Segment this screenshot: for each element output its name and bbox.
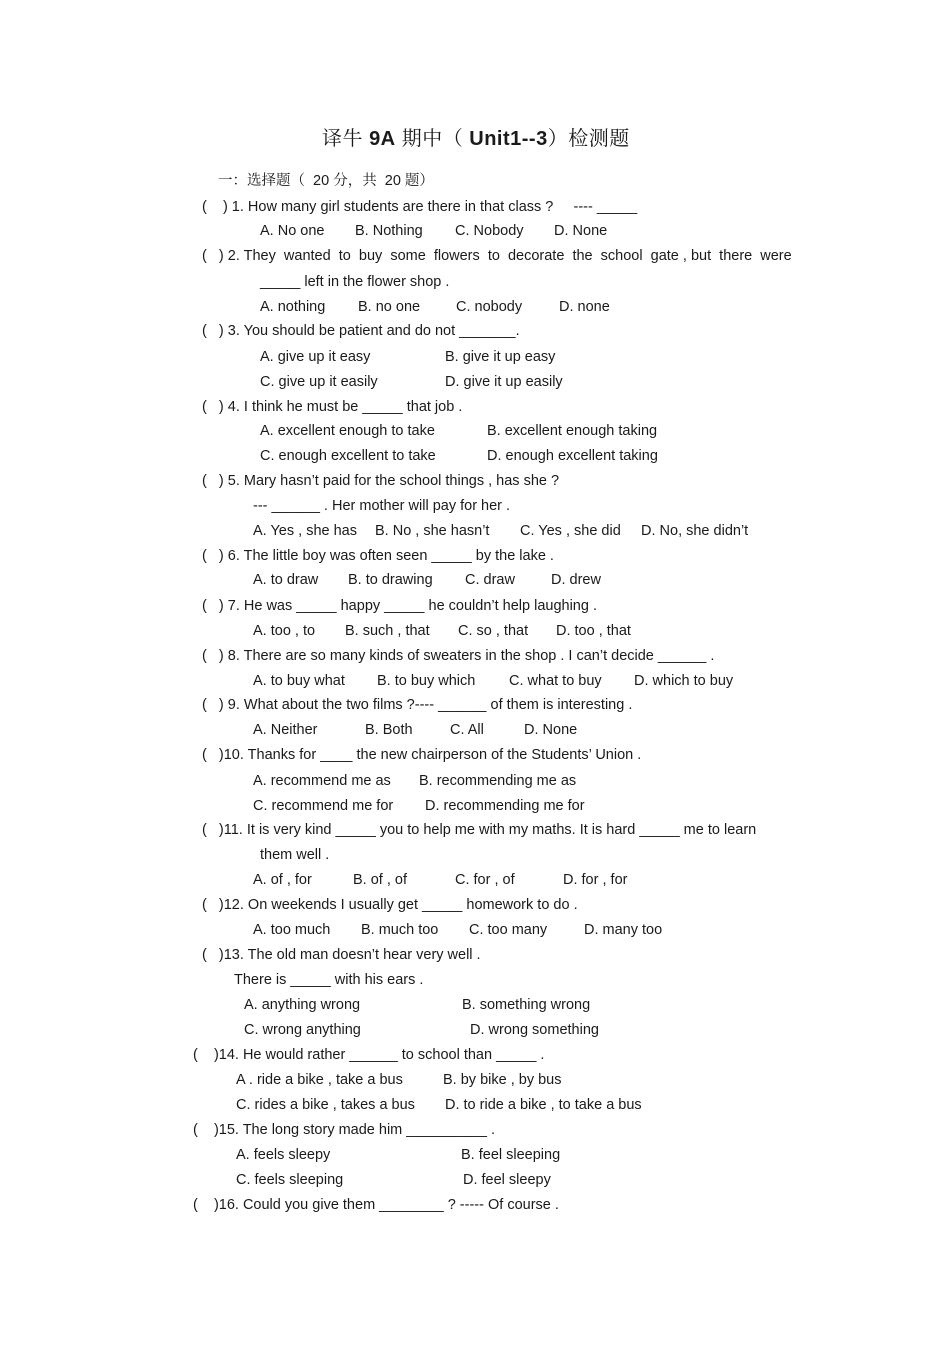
question-stem: ( ) 7. He was _____ happy _____ he couldn’t help laughing .	[202, 598, 597, 614]
question-stem: ( ) 5. Mary hasn’t paid for the school things , has she ?	[202, 473, 560, 489]
question-stem-continued: _____ left in the flower shop .	[260, 274, 450, 290]
answer-option: A. Yes , she has	[253, 523, 357, 539]
answer-option: A. No one	[260, 223, 325, 239]
answer-option: A. anything wrong	[244, 997, 361, 1013]
answer-option: D. which to buy	[634, 673, 734, 689]
answer-option: B. recommending me as	[419, 773, 577, 789]
question-stem: ( )11. It is very kind _____ you to help me with my maths. It is hard _____ me to learn	[202, 822, 757, 838]
question-stem: ( ) 2. They wanted to buy some flowers to decorate the school gate , but there were	[202, 248, 792, 264]
answer-option: A . ride a bike , take a bus	[236, 1072, 403, 1088]
question-stem: ( ) 6. The little boy was often seen _____ by the lake .	[202, 548, 554, 564]
answer-option: A. recommend me as	[253, 773, 391, 789]
answer-option: D. recommending me for	[425, 798, 585, 814]
answer-option: B. by bike , by bus	[443, 1072, 562, 1088]
answer-option: A. too , to	[253, 623, 316, 639]
question-stem-continued: --- ______ . Her mother will pay for her .	[253, 498, 511, 514]
answer-option: A. give up it easy	[260, 349, 371, 365]
answer-option: D. many too	[584, 922, 663, 938]
answer-option: A. to buy what	[253, 673, 345, 689]
question-stem: ( ) 4. I think he must be _____ that job .	[202, 399, 463, 415]
answer-option: C. for , of	[455, 872, 515, 888]
question-stem: ( )14. He would rather ______ to school than _____ .	[193, 1047, 545, 1063]
question-stem-continued: There is _____ with his ears .	[234, 972, 424, 988]
answer-option: C. rides a bike , takes a bus	[236, 1097, 415, 1113]
answer-option: D. to ride a bike , to take a bus	[445, 1097, 642, 1113]
answer-option: B. such , that	[345, 623, 430, 639]
question-stem: ( )15. The long story made him __________ .	[193, 1122, 495, 1138]
section-heading: 一：选择题（ 20 分，共 20 题）	[218, 173, 434, 189]
question-stem: ( ) 8. There are so many kinds of sweaters in the shop . I can’t decide ______ .	[202, 648, 715, 664]
page-title: 译牛 9A 期中（ Unit1--3）检测题	[322, 128, 630, 150]
question-stem: ( ) 1. How many girl students are there in that class ? ---- _____	[202, 199, 638, 215]
answer-option: C. too many	[469, 922, 548, 938]
answer-option: B. Both	[365, 722, 413, 738]
question-stem: ( )12. On weekends I usually get _____ homework to do .	[202, 897, 578, 913]
answer-option: C. enough excellent to take	[260, 448, 436, 464]
answer-option: B. no one	[358, 299, 421, 315]
question-stem: ( )10. Thanks for ____ the new chairperson of the Students’ Union .	[202, 747, 642, 763]
answer-option: C. give up it easily	[260, 374, 378, 390]
answer-option: C. Nobody	[455, 223, 524, 239]
answer-option: C. Yes , she did	[520, 523, 621, 539]
answer-option: D. None	[554, 223, 608, 239]
answer-option: D. None	[524, 722, 578, 738]
answer-option: D. for , for	[563, 872, 628, 888]
answer-option: A. to draw	[253, 572, 319, 588]
question-stem: ( ) 3. You should be patient and do not _______.	[202, 323, 520, 339]
answer-option: C. nobody	[456, 299, 523, 315]
question-stem: ( )13. The old man doesn’t hear very well .	[202, 947, 481, 963]
answer-option: B. something wrong	[462, 997, 591, 1013]
answer-option: C. what to buy	[509, 673, 602, 689]
question-stem: ( ) 9. What about the two films ?---- ______ of them is interesting .	[202, 697, 633, 713]
answer-option: C. recommend me for	[253, 798, 394, 814]
answer-option: A. Neither	[253, 722, 318, 738]
answer-option: B. Nothing	[355, 223, 423, 239]
answer-option: D. enough excellent taking	[487, 448, 658, 464]
answer-option: B. much too	[361, 922, 439, 938]
answer-option: B. to buy which	[377, 673, 476, 689]
answer-option: D. none	[559, 299, 610, 315]
question-stem-continued: them well .	[260, 847, 330, 863]
answer-option: A. nothing	[260, 299, 326, 315]
answer-option: B. feel sleeping	[461, 1147, 561, 1163]
answer-option: C. All	[450, 722, 484, 738]
answer-option: D. No, she didn’t	[641, 523, 749, 539]
answer-option: C. feels sleeping	[236, 1172, 344, 1188]
answer-option: B. No , she hasn’t	[375, 523, 490, 539]
answer-option: A. feels sleepy	[236, 1147, 331, 1163]
answer-option: D. drew	[551, 572, 601, 588]
answer-option: C. so , that	[458, 623, 529, 639]
answer-option: A. excellent enough to take	[260, 423, 435, 439]
answer-option: C. draw	[465, 572, 515, 588]
answer-option: D. give it up easily	[445, 374, 563, 390]
answer-option: B. of , of	[353, 872, 407, 888]
answer-option: D. too , that	[556, 623, 631, 639]
answer-option: B. to drawing	[348, 572, 433, 588]
answer-option: A. of , for	[253, 872, 312, 888]
answer-option: A. too much	[253, 922, 331, 938]
answer-option: B. excellent enough taking	[487, 423, 658, 439]
answer-option: C. wrong anything	[244, 1022, 361, 1038]
answer-option: B. give it up easy	[445, 349, 556, 365]
question-stem: ( )16. Could you give them ________ ? ----- Of course .	[193, 1197, 559, 1213]
answer-option: D. wrong something	[470, 1022, 599, 1038]
answer-option: D. feel sleepy	[463, 1172, 551, 1188]
